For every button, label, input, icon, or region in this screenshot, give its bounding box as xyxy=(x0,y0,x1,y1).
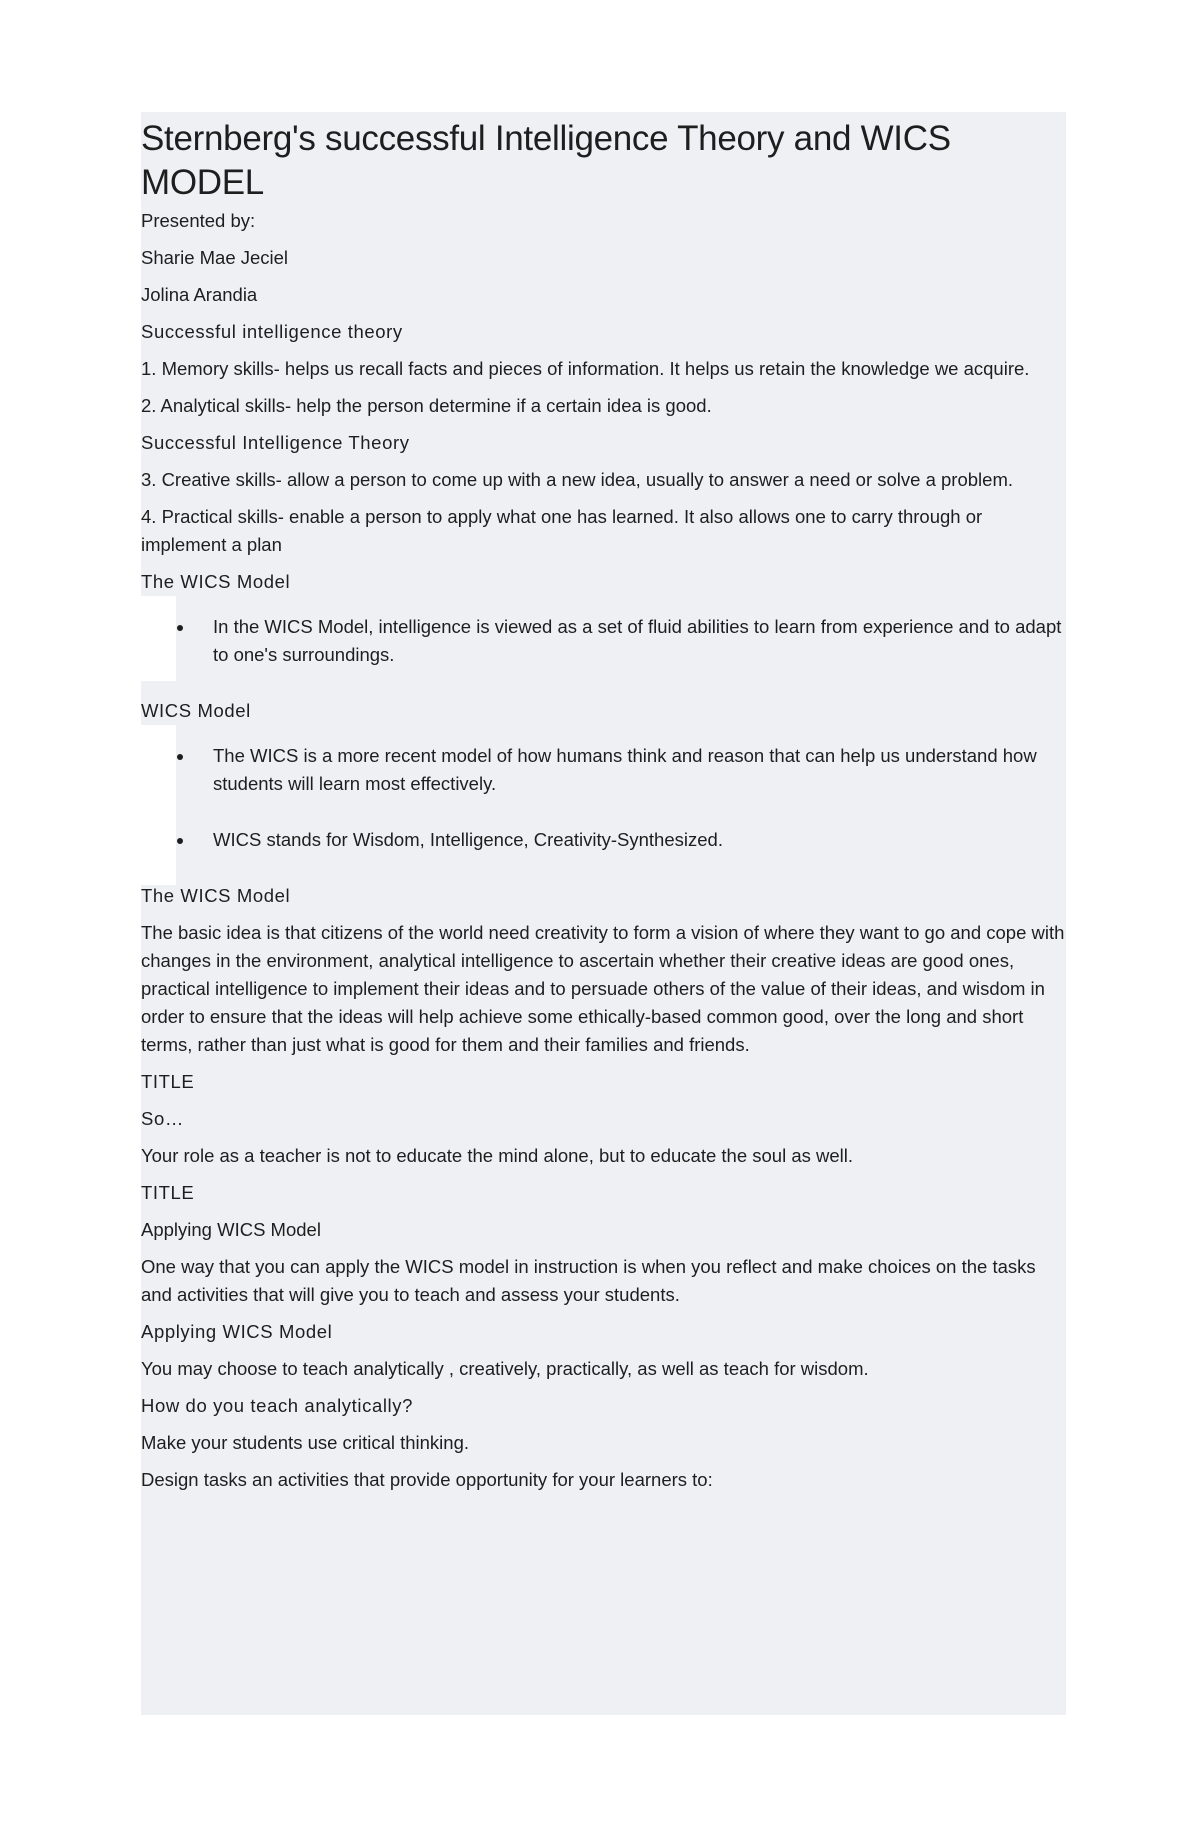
author-name: Jolina Arandia xyxy=(141,284,258,305)
section-heading: WICS Model xyxy=(141,700,251,721)
author-name: Sharie Mae Jeciel xyxy=(141,247,289,268)
section-heading: Applying WICS Model xyxy=(141,1321,333,1342)
section-heading: Applying WICS Model xyxy=(141,1219,321,1240)
list-item xyxy=(141,742,1066,798)
document-content xyxy=(141,112,1066,1494)
body-paragraph: Design tasks an activities that provide opportunity for your learners to: xyxy=(141,1469,713,1490)
section-heading: The WICS Model xyxy=(141,885,291,906)
numbered-item: 3. Creative skills- allow a person to come up with a new idea, usually to answer a need or solve a problem. xyxy=(141,469,1013,490)
section-heading: Successful Intelligence Theory xyxy=(141,432,410,453)
bullet-icon xyxy=(177,754,183,760)
body-paragraph: Your role as a teacher is not to educate the mind alone, but to educate the soul as well. xyxy=(141,1145,854,1166)
list-item-text: The WICS is a more recent model of how humans think and reason that can help us understand how students will learn most effectively. xyxy=(213,745,1037,794)
section-heading: How do you teach analytically? xyxy=(141,1395,414,1416)
bullet-icon xyxy=(177,838,183,844)
list-item xyxy=(141,613,1066,669)
body-paragraph: One way that you can apply the WICS model in instruction is when you reflect and make choices on the tasks and activities that will give you to teach and assess your students. xyxy=(141,1256,1036,1305)
section-heading: So… xyxy=(141,1108,184,1129)
document-title: Sternberg's successful Intelligence Theory and WICS MODEL xyxy=(141,119,951,202)
body-paragraph: The basic idea is that citizens of the world need creativity to form a vision of where they want to go and cope with changes in the environment, analytical intelligence to ascertain whether their creative ideas are good ones, practical intelligence to implement their ideas and to persuade others of the value of their ideas, and wisdom in order to ensure that the ideas will help achieve some ethically-based common good, over the long and short terms, rather than just what is good for them and their families and friends. xyxy=(141,922,1065,1055)
list-item xyxy=(141,826,1066,854)
numbered-item: 4. Practical skills- enable a person to apply what one has learned. It also allows one to carry through or implement a plan xyxy=(141,506,983,555)
list-item-text: In the WICS Model, intelligence is viewed as a set of fluid abilities to learn from experience and to adapt to one's surroundings. xyxy=(213,616,1062,665)
body-paragraph: Make your students use critical thinking. xyxy=(141,1432,470,1453)
bullet-list xyxy=(141,613,1066,669)
section-heading: Successful intelligence theory xyxy=(141,321,403,342)
title-label: TITLE xyxy=(141,1071,195,1092)
list-item-text: WICS stands for Wisdom, Intelligence, Creativity-Synthesized. xyxy=(213,829,723,850)
bullet-icon xyxy=(177,625,183,631)
title-label: TITLE xyxy=(141,1182,195,1203)
section-heading: The WICS Model xyxy=(141,571,291,592)
numbered-item: 2. Analytical skills- help the person determine if a certain idea is good. xyxy=(141,395,712,416)
body-paragraph: You may choose to teach analytically , creatively, practically, as well as teach for wisdom. xyxy=(141,1358,869,1379)
presented-by-label: Presented by: xyxy=(141,210,256,231)
bullet-list xyxy=(141,742,1066,854)
numbered-item: 1. Memory skills- helps us recall facts and pieces of information. It helps us retain the knowledge we acquire. xyxy=(141,358,1030,379)
